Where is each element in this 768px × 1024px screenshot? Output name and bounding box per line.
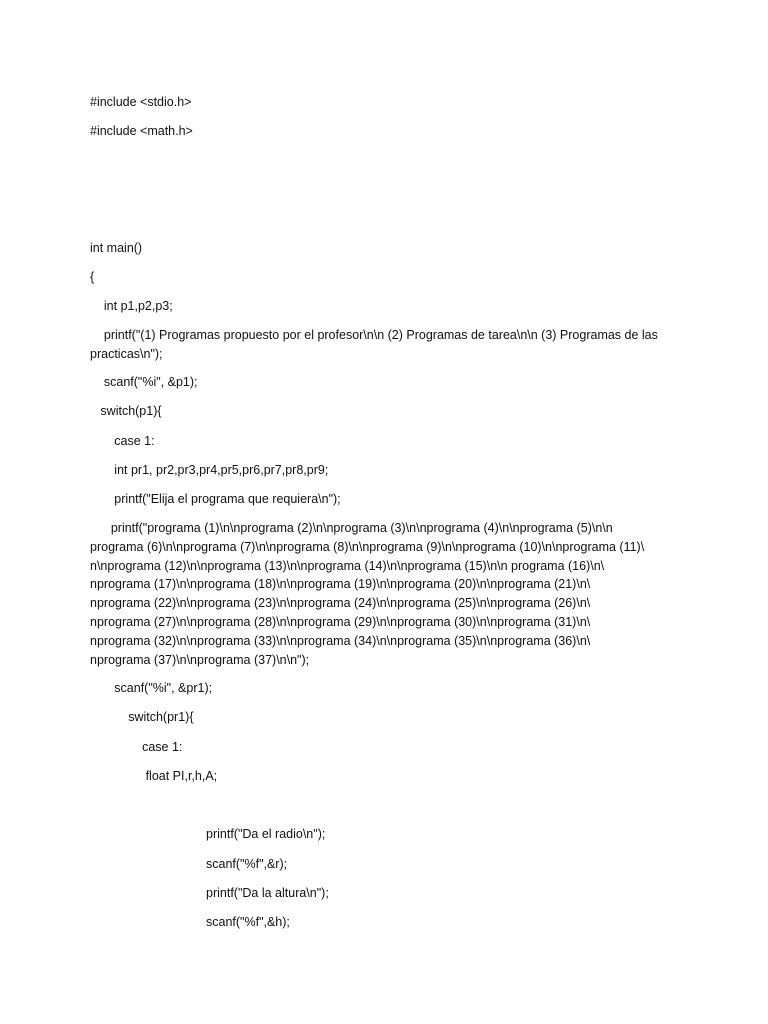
printf-programas-line: nprograma (32)\n\nprograma (33)\n\nprograma (34)\n\nprograma (35)\n\nprograma (36)\n\ <box>90 633 591 648</box>
printf-menu-block <box>90 326 682 364</box>
scanf-r-line: scanf("%f",&r); <box>206 857 288 871</box>
printf-programas-line: n\nprograma (12)\n\nprograma (13)\n\nprograma (14)\n\nprograma (15)\n\n programa (16)\n\ <box>90 558 605 573</box>
printf-radio-line: printf("Da el radio\n"); <box>206 827 326 841</box>
declare-pr-vars-line: int pr1, pr2,pr3,pr4,pr5,pr6,pr7,pr8,pr9; <box>90 463 329 477</box>
printf-programas-line: printf("programa (1)\n\nprograma (2)\n\nprograma (3)\n\nprograma (4)\n\nprograma (5)\n\n <box>90 521 613 535</box>
printf-programas-block <box>90 519 682 669</box>
printf-programas-line: nprograma (22)\n\nprograma (23)\n\nprograma (24)\n\nprograma (25)\n\nprograma (26)\n\ <box>90 596 591 611</box>
printf-menu-line: printf("(1) Programas propuesto por el profesor\n\n (2) Programas de tarea\n\n (3) Programas de las <box>90 328 658 342</box>
printf-menu-line: practicas\n"); <box>90 346 163 361</box>
printf-programas-line: nprograma (37)\n\nprograma (37)\n\n"); <box>90 652 310 667</box>
scanf-p1-line: scanf("%i", &p1); <box>90 375 198 389</box>
switch-pr1-line: switch(pr1){ <box>90 710 194 724</box>
include-math-line: #include <math.h> <box>90 124 193 138</box>
scanf-h-line: scanf("%f",&h); <box>206 915 290 929</box>
main-declaration-line: int main() <box>90 241 143 255</box>
printf-programas-line: programa (6)\n\nprograma (7)\n\nprograma (8)\n\nprograma (9)\n\nprograma (10)\n\nprograma (11)\ <box>90 539 645 554</box>
printf-altura-line: printf("Da la altura\n"); <box>206 886 329 900</box>
printf-elija-line: printf("Elija el programa que requiera\n"); <box>90 492 341 506</box>
switch-p1-line: switch(p1){ <box>90 404 162 418</box>
scanf-pr1-line: scanf("%i", &pr1); <box>90 681 213 695</box>
declare-float-line: float PI,r,h,A; <box>90 769 218 783</box>
open-brace-line: { <box>90 270 95 284</box>
declare-p-vars-line: int p1,p2,p3; <box>90 299 173 313</box>
case-1-line: case 1: <box>90 434 155 448</box>
include-stdio-line: #include <stdio.h> <box>90 95 192 109</box>
printf-programas-line: nprograma (17)\n\nprograma (18)\n\nprograma (19)\n\nprograma (20)\n\nprograma (21)\n\ <box>90 577 591 592</box>
inner-case-1-line: case 1: <box>90 740 183 754</box>
printf-programas-line: nprograma (27)\n\nprograma (28)\n\nprograma (29)\n\nprograma (30)\n\nprograma (31)\n\ <box>90 614 591 629</box>
